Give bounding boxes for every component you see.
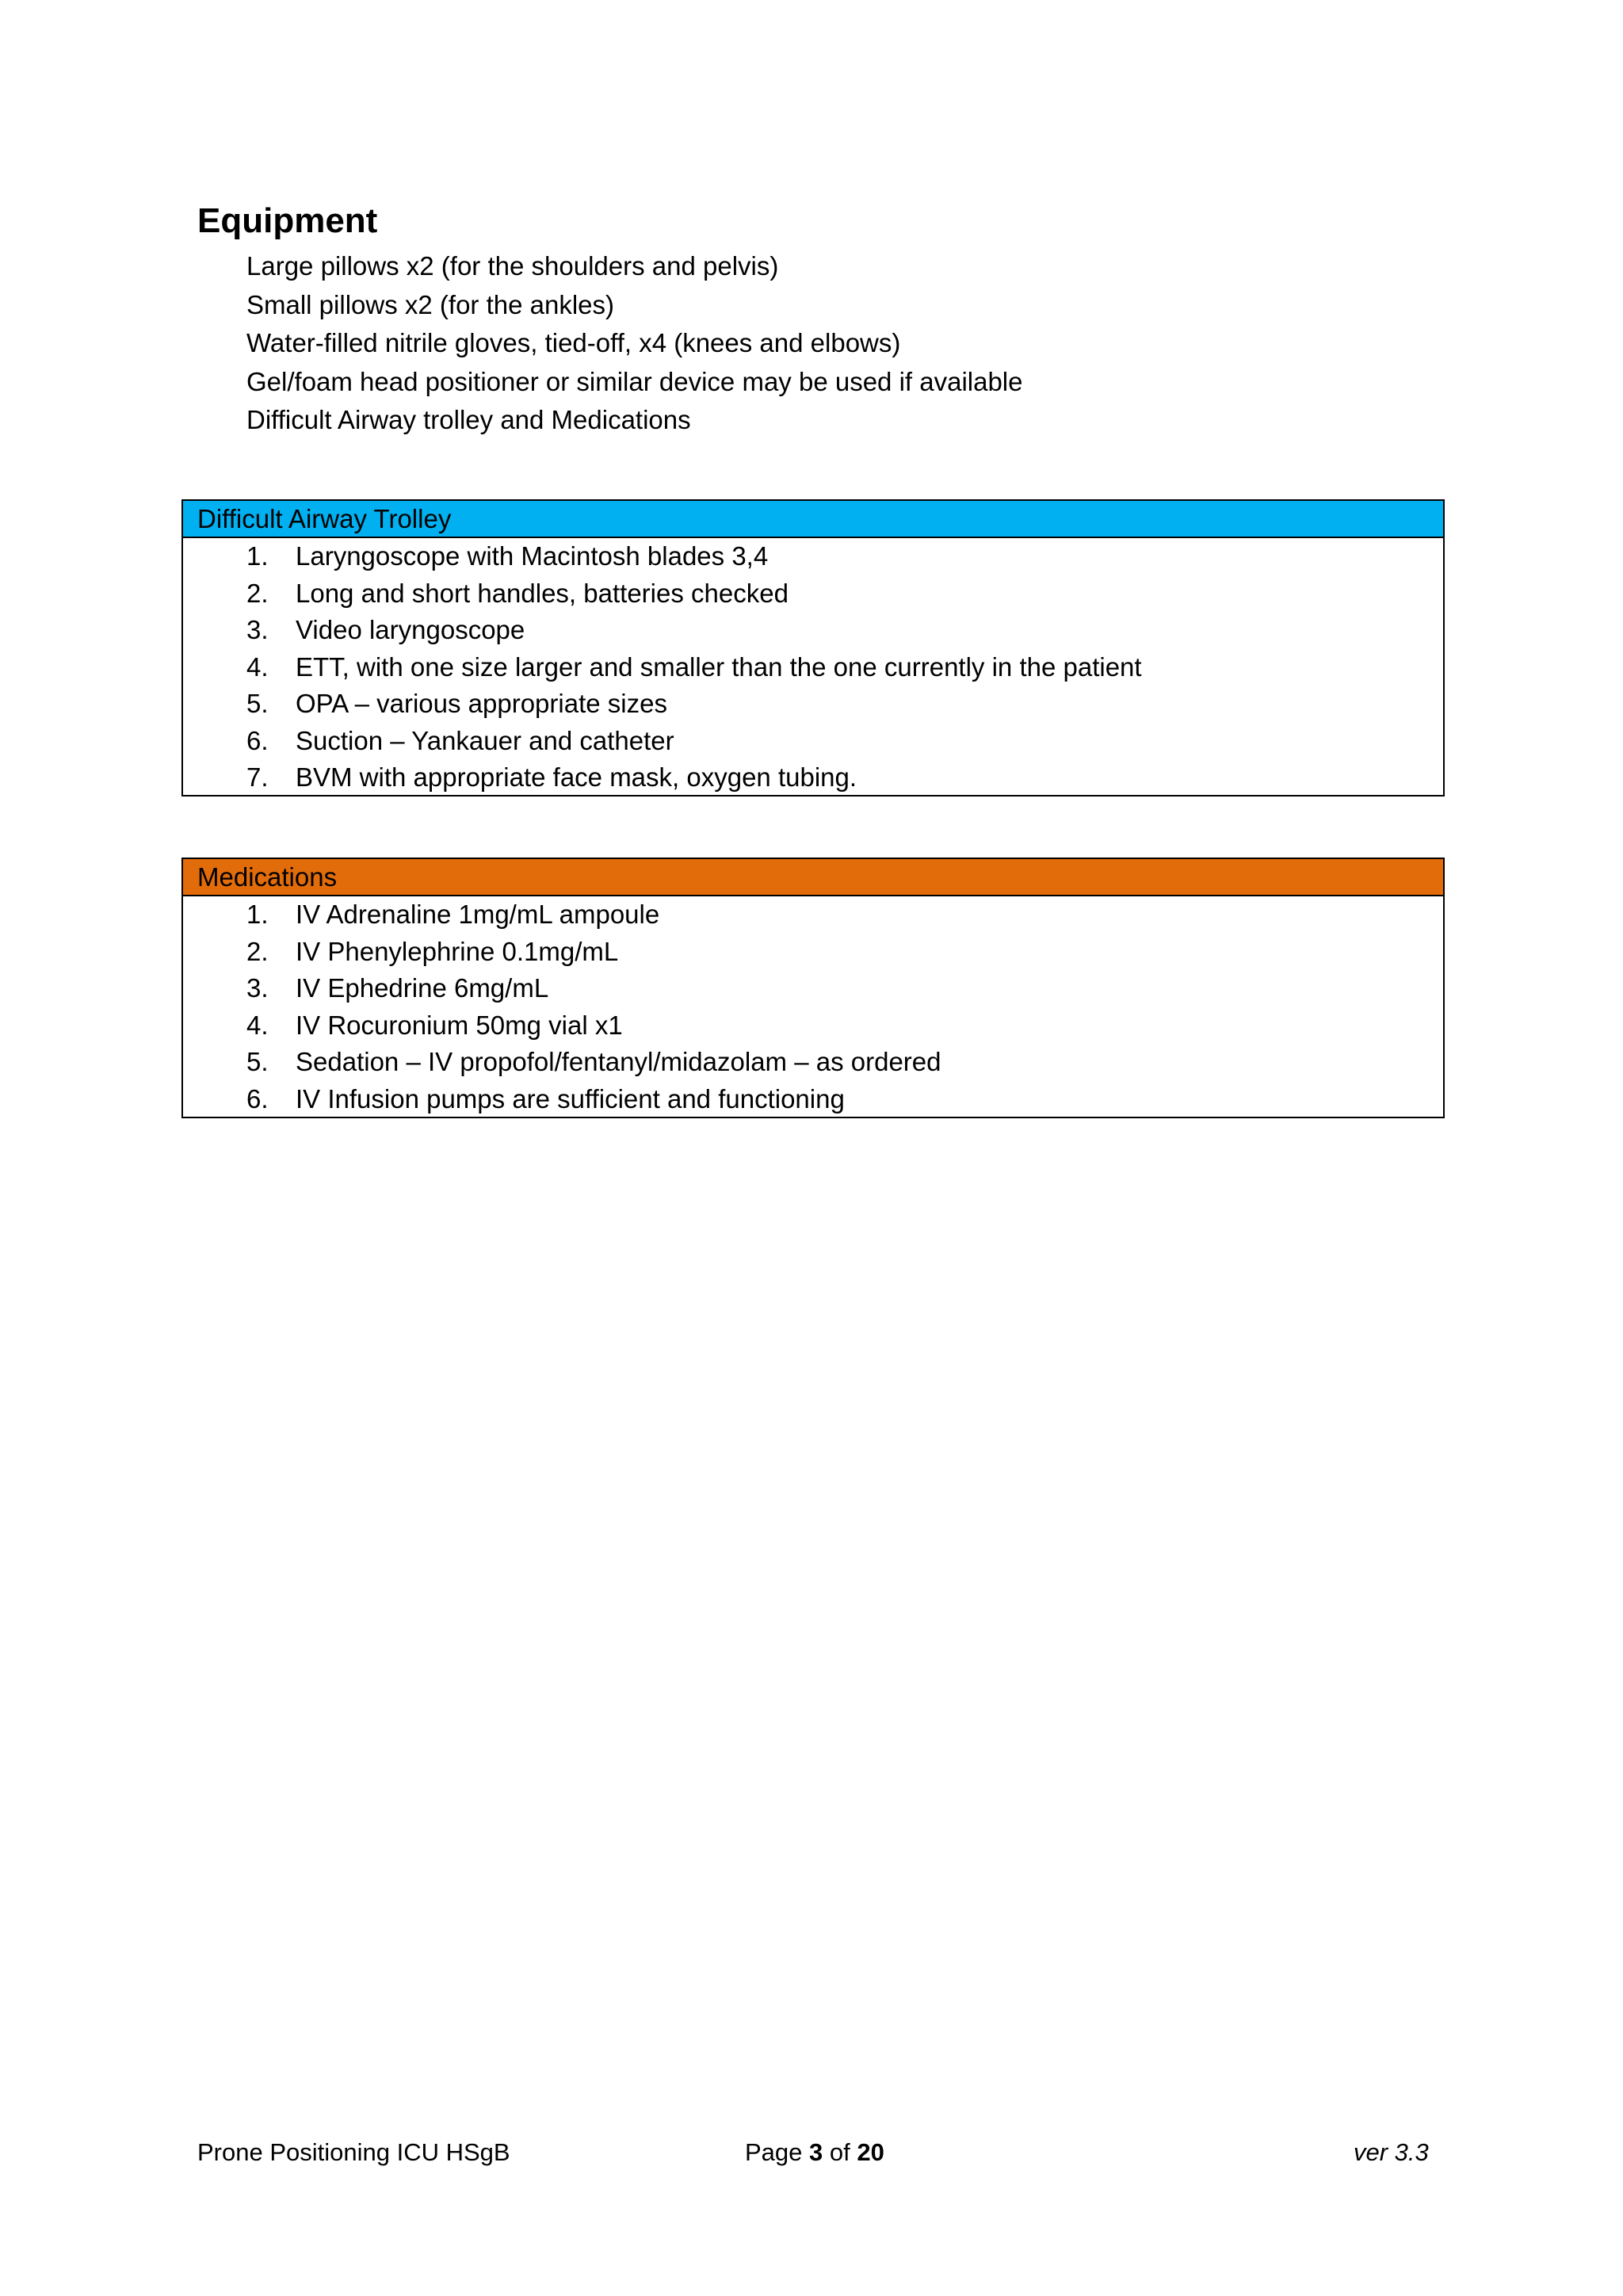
airway-trolley-item bbox=[183, 575, 1443, 613]
item-number: 7. bbox=[246, 762, 269, 792]
airway-trolley-item bbox=[183, 649, 1443, 686]
equipment-list bbox=[246, 247, 1023, 440]
item-number: 4. bbox=[246, 651, 269, 682]
medication-item bbox=[183, 1081, 1443, 1118]
airway-trolley-item bbox=[183, 686, 1443, 723]
item-number: 5. bbox=[246, 1047, 269, 1076]
medication-item bbox=[183, 896, 1443, 934]
item-text: IV Phenylephrine 0.1mg/mL bbox=[296, 936, 619, 966]
item-text: Sedation – IV propofol/fentanyl/midazolam – as ordered bbox=[296, 1047, 941, 1076]
medication-item bbox=[183, 970, 1443, 1007]
medication-item bbox=[183, 934, 1443, 971]
item-number: 2. bbox=[246, 936, 269, 966]
equipment-item: Gel/foam head positioner or similar device may be used if available bbox=[246, 366, 1023, 396]
page-total: 20 bbox=[857, 2138, 884, 2166]
equipment-item: Small pillows x2 (for the ankles) bbox=[246, 289, 614, 319]
item-text: IV Adrenaline 1mg/mL ampoule bbox=[296, 900, 660, 929]
item-text: IV Ephedrine 6mg/mL bbox=[296, 973, 549, 1003]
airway-trolley-header: Difficult Airway Trolley bbox=[183, 501, 1443, 538]
item-text: OPA – various appropriate sizes bbox=[296, 689, 667, 718]
page-prefix: Page bbox=[745, 2138, 803, 2166]
page-current: 3 bbox=[809, 2138, 823, 2166]
item-text: Long and short handles, batteries checked bbox=[296, 578, 789, 608]
item-number: 3. bbox=[246, 973, 269, 1003]
airway-trolley-list bbox=[183, 538, 1443, 797]
item-text: Video laryngoscope bbox=[296, 615, 525, 644]
equipment-heading: Equipment bbox=[197, 201, 378, 240]
footer-page-number bbox=[745, 2135, 884, 2170]
item-text: BVM with appropriate face mask, oxygen tubing. bbox=[296, 762, 857, 792]
item-number: 3. bbox=[246, 615, 269, 644]
medication-item bbox=[183, 1007, 1443, 1045]
medication-item bbox=[183, 1044, 1443, 1081]
equipment-item: Difficult Airway trolley and Medications bbox=[246, 405, 691, 434]
page-of: of bbox=[829, 2138, 850, 2166]
item-number: 6. bbox=[246, 1083, 269, 1114]
airway-trolley-table bbox=[181, 499, 1445, 797]
airway-trolley-item bbox=[183, 723, 1443, 760]
item-number: 5. bbox=[246, 689, 269, 718]
airway-trolley-item bbox=[183, 759, 1443, 797]
equipment-item: Large pillows x2 (for the shoulders and pelvis) bbox=[246, 251, 779, 281]
airway-trolley-item bbox=[183, 538, 1443, 575]
item-text: IV Infusion pumps are sufficient and functioning bbox=[296, 1083, 845, 1114]
item-number: 6. bbox=[246, 725, 269, 755]
airway-trolley-item bbox=[183, 612, 1443, 649]
item-number: 1. bbox=[246, 900, 269, 929]
medications-table bbox=[181, 858, 1445, 1118]
item-number: 2. bbox=[246, 578, 269, 608]
item-number: 1. bbox=[246, 541, 269, 571]
footer-document-title: Prone Positioning ICU HSgB bbox=[197, 2138, 510, 2166]
item-text: IV Rocuronium 50mg vial x1 bbox=[296, 1010, 623, 1040]
item-text: Laryngoscope with Macintosh blades 3,4 bbox=[296, 541, 769, 571]
medications-header: Medications bbox=[183, 859, 1443, 896]
item-number: 4. bbox=[246, 1010, 269, 1040]
footer-version: ver 3.3 bbox=[1354, 2138, 1429, 2166]
medications-list bbox=[183, 896, 1443, 1117]
equipment-item: Water-filled nitrile gloves, tied-off, x4 (knees and elbows) bbox=[246, 328, 901, 357]
item-text: Suction – Yankauer and catheter bbox=[296, 725, 674, 755]
item-text: ETT, with one size larger and smaller than the one currently in the patient bbox=[296, 651, 1142, 682]
